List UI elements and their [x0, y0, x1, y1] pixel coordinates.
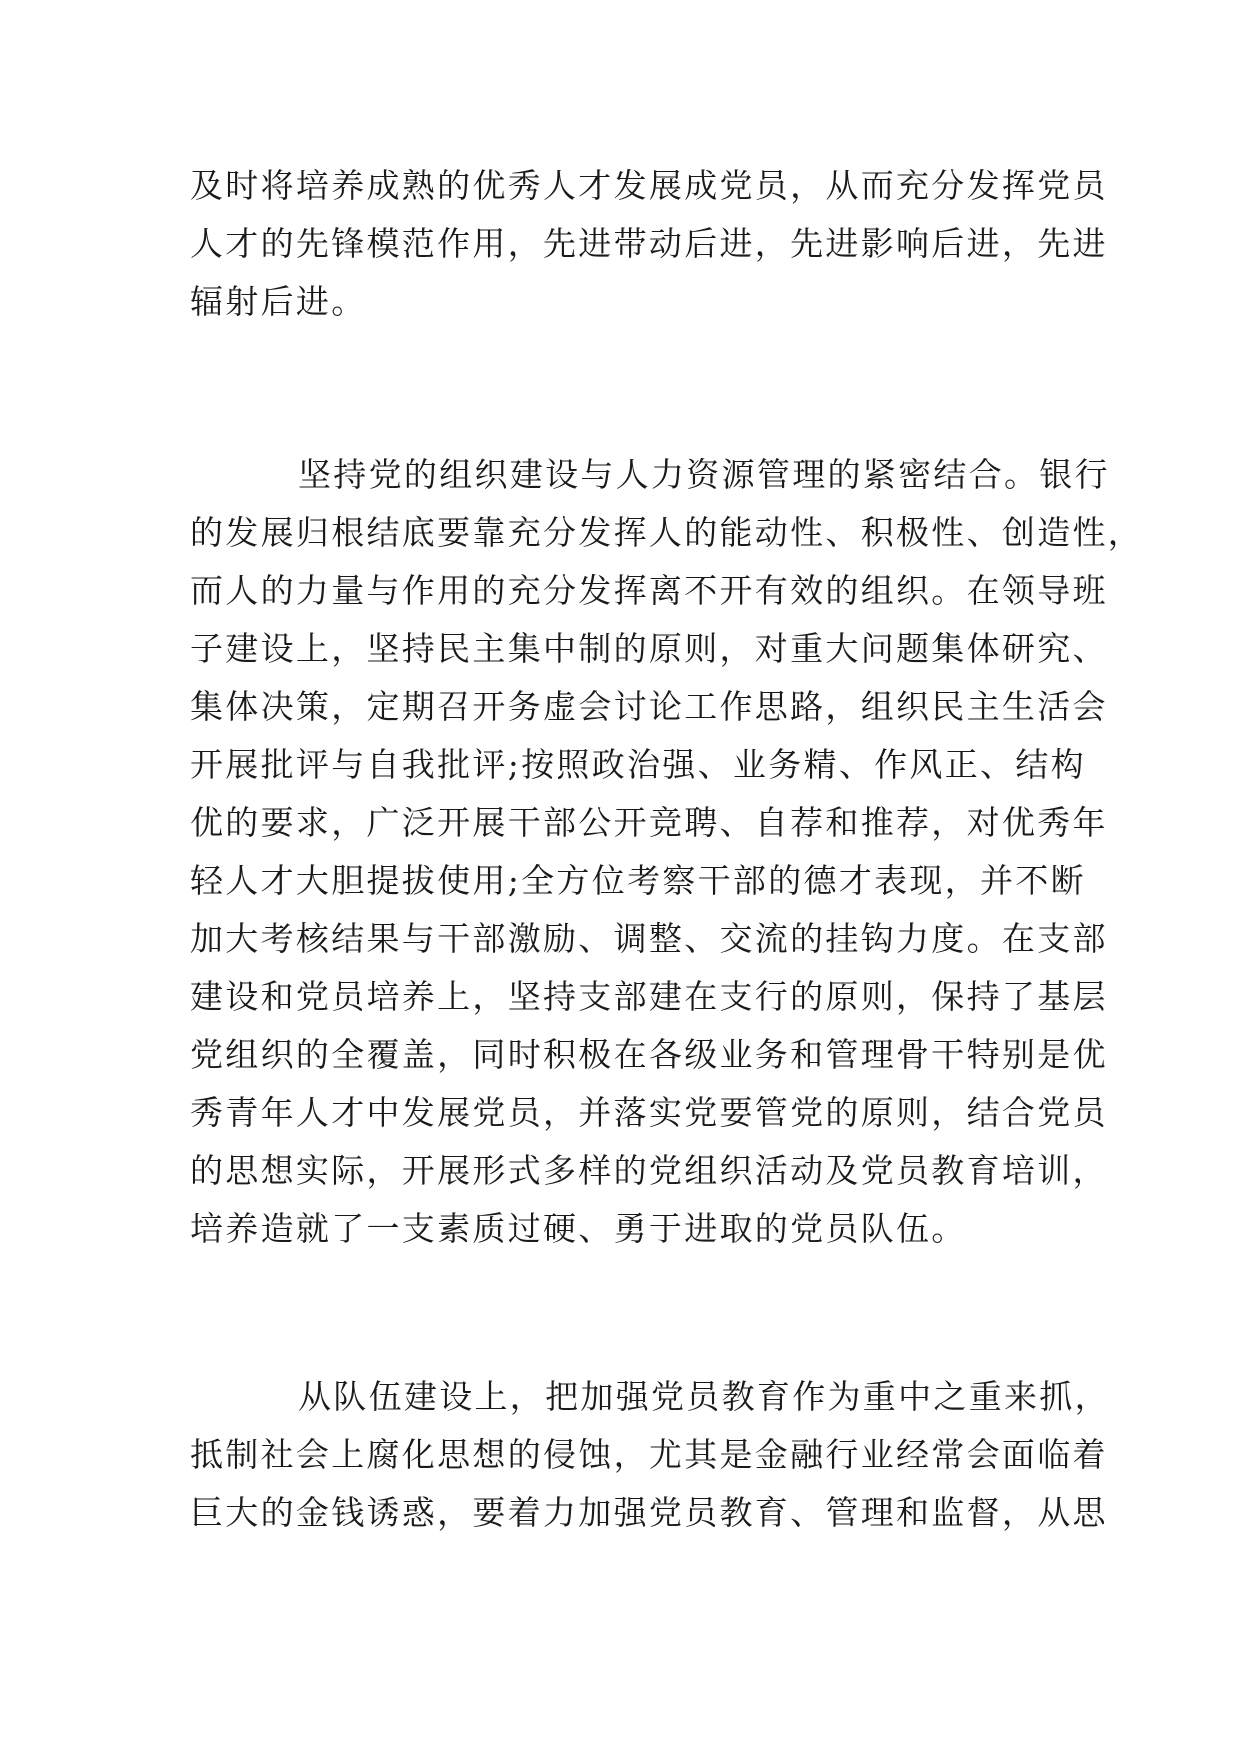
paragraph-line: 集体决策，定期召开务虚会讨论工作思路，组织民主生活会 — [190, 687, 1108, 726]
paragraph-line: 坚持党的组织建设与人力资源管理的紧密结合。银行 — [298, 455, 1110, 494]
paragraph-line: 开展批评与自我批评;按照政治强、业务精、作风正、结构 — [190, 745, 1086, 784]
paragraph-line: 及时将培养成熟的优秀人才发展成党员，从而充分发挥党员 — [190, 166, 1108, 205]
paragraph-1 — [190, 157, 1108, 331]
paragraph-line: 的发展归根结底要靠充分发挥人的能动性、积极性、创造性， — [190, 513, 1144, 552]
paragraph-line: 秀青年人才中发展党员，并落实党要管党的原则，结合党员 — [190, 1093, 1108, 1132]
paragraph-line: 优的要求，广泛开展干部公开竞聘、自荐和推荐，对优秀年 — [190, 803, 1108, 842]
paragraph-line: 培养造就了一支素质过硬、勇于进取的党员队伍。 — [190, 1209, 967, 1248]
paragraph-line: 巨大的金钱诱惑，要着力加强党员教育、管理和监督，从思 — [190, 1493, 1108, 1532]
paragraph-line: 辐射后进。 — [190, 282, 367, 321]
paragraph-line: 子建设上，坚持民主集中制的原则，对重大问题集体研究、 — [190, 629, 1108, 668]
paragraph-line: 而人的力量与作用的充分发挥离不开有效的组织。在领导班 — [190, 571, 1108, 610]
paragraph-line: 人才的先锋模范作用，先进带动后进，先进影响后进，先进 — [190, 224, 1108, 263]
paragraph-line: 从队伍建设上，把加强党员教育作为重中之重来抓， — [298, 1377, 1110, 1416]
paragraph-line: 党组织的全覆盖，同时积极在各级业务和管理骨干特别是优 — [190, 1035, 1108, 1074]
paragraph-line: 加大考核结果与干部激励、调整、交流的挂钩力度。在支部 — [190, 919, 1108, 958]
paragraph-line: 轻人才大胆提拔使用;全方位考察干部的德才表现，并不断 — [190, 861, 1086, 900]
paragraph-2 — [190, 446, 1144, 1258]
paragraph-3 — [190, 1368, 1110, 1542]
paragraph-line: 的思想实际，开展形式多样的党组织活动及党员教育培训， — [190, 1151, 1108, 1190]
paragraph-line: 建设和党员培养上，坚持支部建在支行的原则，保持了基层 — [190, 977, 1108, 1016]
paragraph-line: 抵制社会上腐化思想的侵蚀，尤其是金融行业经常会面临着 — [190, 1435, 1108, 1474]
